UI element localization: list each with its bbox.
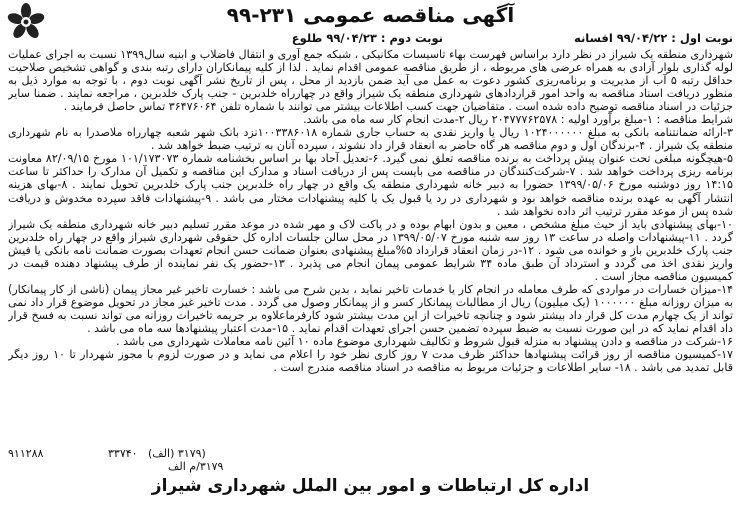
issuer-title: اداره کل ارتباطات و امور بین الملل شهرداری شیراز xyxy=(151,476,590,496)
footer-code-1: ۳۳۷۴۰ xyxy=(108,447,138,460)
first-publish-date: نوبت اول : ۹۹/۰۴/۲۲ افسانه xyxy=(573,31,733,45)
conditions-17-18: ۱۷-کمیسیون مناقصه از روز قرائت پیشنهادها حداکثر ظرف مدت ۷ روز کاری نظر خود را اعلام می نماید و در صورت لزوم با مجوز شهردار تا ۱۰ روز دیگر قابل تمدید می باشد . ۱۸- سایر اطلاعات و جزئیات مربوط به مناقصه در اسناد مناقصه مندرج است . xyxy=(8,348,733,375)
second-publish-date: نوبت دوم : ۹۹/۰۴/۲۳ طلوع xyxy=(291,31,443,45)
footer-note-1: (۳۱۷۹ (الف) xyxy=(148,447,206,460)
publish-dates xyxy=(8,30,733,46)
notice-title: آگهی مناقصه عمومی ۲۳۱-۹۹ xyxy=(226,3,515,27)
footer-code-2: ۹۱۱۲۸۸ xyxy=(8,447,44,460)
conditions-14-15: ۱۴-میزان خسارات در مواردی که طرف معامله در انجام کار یا خدمات تاخیر نماید ، بدین شرح می باشد : خسارت تاخیر غیر مجاز پیمان (ناشی از کار پیمانکار) به میزان روزانه مبلغ ۱۰۰۰۰۰۰ (یک میلیون) ریال از مطالبات پیمانکار کسر و از پیمانکار وصول می گردد . مدت تاخیر غیر مجاز در تحویل موضوع قرار داد نمی تواند از یک چهارم مدت کل قرار داد بیشتر شود و چنانچه تاخیرات از این مدت بیشتر شود کارفرماعلاوه بر جریمه تاخیرات روزانه می تواند نسبت به فسخ قرار داد اقدام نماید که در این صورت نسبت به ضبط سپرده تضمین حسن اجرای تعهدات اقدام نماید . ۱۵-مدت اعتبار پیشنهادها سه ماه می باشد . xyxy=(8,282,733,335)
conditions-3-4: ۳-ارائه ضمانتنامه بانکی به مبلغ ۱۰۲۴۰۰۰۰۰۰ ریال یا واریز نقدی به حساب جاری شماره ۱۰۰۳۳۸۶۰۱۸نزد بانک شهر شعبه چهارراه ملاصدرا به نام شهرداری منطقه یک شیراز . ۴-برندگان اول و دوم مناقصه هر گاه حاضر به انعقاد قرار داد نشوند ، سپرده آنان به ترتیب ضبط خواهد شد . xyxy=(8,126,733,153)
conditions-10-13: ۱۰-بهای پیشنهادی باید از حیث مبلغ مشخص ، معین و بدون ابهام بوده و در پاکت لاک و مهر شده در موعد مقرر تسلیم دبیر خانه شهرداری منطقه یک شیراز گردد . ۱۱-پیشنهادات واصله در ساعت ۱۳ روز سه شنبه مورخ ۱۳۹۹/۰۵/۰۷ در محل سالن جلسات اداره کل حقوقی شهرداری شیراز واقع در چهار راه خلدبرین جنب پارک خلدبرین باز و خوانده می شود . ۱۲-در زمان انعقاد قرارداد ۵%مبلغ پیشنهادی بعنوان ضمانت حسن انجام تعهدات بصورت ضمانت نامه بانکی یا فیش واریز نقدی اخذ می گردد و استرداد آن طبق ماده ۳۴ شرایط عمومی پیمان انجام می پذیرد . ۱۳-حضور یک نفر نماینده از طرف پیشنهاد دهنده قیمت در کمیسیون مناقصه مجاز است . xyxy=(8,217,733,283)
notice-body xyxy=(8,48,733,448)
intro-paragraph: شهرداری منطقه یک شیراز در نظر دارد براساس فهرست بهاء تاسیسات مکانیکی ، شبکه جمع آوری و انتقال فاضلاب و ابنیه سال۱۳۹۹ نسبت به اجرای عملیات لوله گذاری بلوار آزادی به همراه عرضی های مربوطه ، از طریق مناقصه عمومی اقدام نماید . لذا از کلیه پیمانکاران دارای رتبه بندی و گواهی تشخیص صلاحیت حداقل رتبه ۵ آب از مدیریت و برنامه‌ریزی کشور دعوت به عمل می آید ضمن بازدید از محل ، پس از تاریخ نشر آگهی نوبت دوم ، با توجه به موارد ذیل به منظور دریافت اسناد مناقصه به واحد امور قراردادهای شهرداری منطقه یک شیراز واقع در چهارراه خلدبرین - جنب پارک خلدبرین ، مراجعه نمایند . ضمنا سایر جزئیات در اسناد مناقصه توضیح داده شده است . متقاضیان جهت کسب اطلاعات بیشتر می توانند با شماره تلفن ۳۶۴۷۶۰۶۴ تماس حاصل فرمایند . xyxy=(8,48,733,114)
footer-codes xyxy=(8,447,733,475)
footer-note-2: ۳۱۷۹/م الف xyxy=(168,460,224,473)
conditions-1-2: شرایط مناقصه : ۱-مبلغ برآورد اولیه : ۲۰۴۷۷۷۶۲۵۷۸ ریال ۲-مدت انجام کار سه ماه می باشد. xyxy=(303,113,733,127)
conditions-5-9: ۵-هیچگونه مبلغی تحت عنوان پیش پرداخت به برنده مناقصه تعلق نمی گیرد. ۶-تعدیل آحاد بها بر اساس بخشنامه شماره ۱۰۱/۱۷۳۰۷۳ مورخ ۸۲/۰۹/۱۵ معاونت برنامه ریزی پرداخت خواهد شد . ۷-شرکت‌کنندگان در مناقصه می بایست پس از دریافت اسناد و مدارک این مناقصه و تکمیل آن مدارک را حداکثر تا ساعت ۱۴:۱۵ روز دوشنبه مورخ ۱۳۹۹/۰۵/۰۶ حضورا به دبیر خانه شهرداری منطقه یک واقع در چهار راه خلدبرین جنب پارک خلدبرین تحویل نمایند . ۸-بهای هزینه انتشار آگهی به عهده برنده مناقصه خواهد بود و شهرداری در رد یا قبول یک یا کلیه پیشنهادات مختار می باشد . ۹-پیشنهادات فاقد سپرده مخدوش و دریافت شده پس از موعد مقرر ترتیب اثر داده نخواهد شد . xyxy=(8,152,733,218)
condition-16: ۱۶-شرکت در مناقصه و دادن پیشنهاد به منزله قبول شروط و تکالیف شهرداری موضوع ماده ۱۰ آئین نامه معاملات شهرداری می باشد . xyxy=(116,335,733,349)
